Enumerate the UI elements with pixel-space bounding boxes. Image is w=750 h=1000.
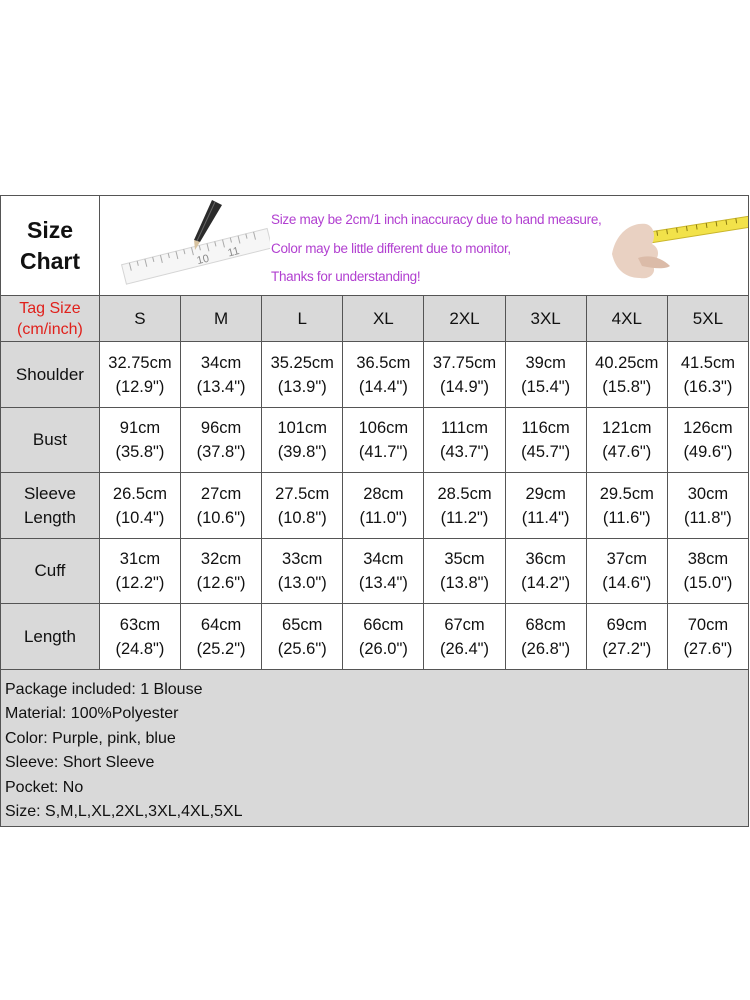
inch-value: (49.6") bbox=[683, 443, 733, 461]
table-cell bbox=[181, 539, 262, 604]
inch-value: (25.2") bbox=[196, 639, 246, 658]
cm-value: 106cm bbox=[358, 419, 409, 437]
table-cell bbox=[587, 604, 668, 670]
row-label-line: Length bbox=[23, 626, 76, 646]
cm-value: 66cm bbox=[363, 615, 404, 634]
tag-size-row bbox=[1, 296, 749, 342]
row-label-line: Bust bbox=[32, 430, 67, 449]
notice-banner bbox=[100, 196, 749, 296]
table-cell bbox=[668, 342, 749, 408]
inch-value: (13.0") bbox=[277, 574, 327, 592]
table-cell bbox=[424, 342, 505, 408]
inch-value: (11.4") bbox=[521, 508, 570, 527]
inch-value: (10.6") bbox=[196, 508, 246, 527]
cm-value: 70cm bbox=[687, 615, 729, 634]
cm-value: 96cm bbox=[200, 419, 242, 437]
table-cell bbox=[668, 539, 749, 604]
title-line: Size bbox=[26, 216, 74, 243]
notice-line: Size may be 2cm/1 inch inaccuracy due to hand measure, bbox=[271, 212, 602, 227]
row-label-shoulder bbox=[1, 342, 100, 408]
table-cell bbox=[100, 473, 181, 539]
table-cell bbox=[506, 408, 587, 473]
table-cell bbox=[506, 342, 587, 408]
inch-value: (39.8") bbox=[277, 443, 327, 461]
table-cell bbox=[506, 604, 587, 670]
hand-measuring-tape-illustration bbox=[598, 196, 748, 294]
tag-size-label bbox=[1, 296, 100, 342]
table-cell bbox=[343, 604, 424, 670]
inch-value: (12.6") bbox=[196, 574, 246, 592]
info-size: Size: S,M,L,XL,2XL,3XL,4XL,5XL bbox=[5, 803, 243, 821]
table-cell bbox=[262, 408, 343, 473]
table-cell bbox=[424, 604, 505, 670]
row-label-bust bbox=[1, 408, 100, 473]
table-cell bbox=[100, 539, 181, 604]
cm-value: 32.75cm bbox=[108, 353, 172, 372]
table-row-shoulder bbox=[1, 342, 749, 408]
cm-value: 41.5cm bbox=[680, 353, 735, 372]
inch-value: (26.8") bbox=[521, 639, 571, 658]
inch-value: (43.7") bbox=[440, 443, 489, 461]
table-cell bbox=[343, 539, 424, 604]
cm-value: 29.5cm bbox=[599, 484, 654, 503]
size-header-5xl: 5XL bbox=[668, 296, 749, 342]
tag-size-line: (cm/inch) bbox=[17, 320, 83, 338]
ruler-number: 11 bbox=[226, 245, 241, 260]
table-cell bbox=[181, 473, 262, 539]
cm-value: 65cm bbox=[282, 615, 323, 634]
table-cell bbox=[343, 408, 424, 473]
cm-value: 35.25cm bbox=[270, 353, 334, 372]
inch-value: (16.3") bbox=[683, 377, 733, 396]
table-row-length bbox=[1, 604, 749, 670]
cm-value: 34cm bbox=[200, 353, 242, 372]
table-cell bbox=[587, 408, 668, 473]
info-sleeve: Sleeve: Short Sleeve bbox=[5, 754, 155, 772]
cm-value: 121cm bbox=[602, 419, 652, 437]
cm-value: 38cm bbox=[687, 550, 729, 568]
cm-value: 116cm bbox=[521, 419, 570, 437]
inch-value: (14.9") bbox=[440, 377, 489, 396]
inch-value: (26.0") bbox=[358, 639, 408, 658]
size-header-3xl: 3XL bbox=[506, 296, 587, 342]
inch-value: (10.4") bbox=[115, 508, 165, 527]
inch-value: (41.7") bbox=[358, 443, 408, 461]
cm-value: 101cm bbox=[277, 419, 327, 437]
header-row bbox=[1, 196, 749, 296]
info-color: Color: Purple, pink, blue bbox=[5, 729, 176, 747]
row-label-cuff bbox=[1, 539, 100, 604]
inch-value: (27.2") bbox=[602, 639, 652, 658]
inch-value: (14.6") bbox=[602, 574, 652, 592]
size-header-m: M bbox=[181, 296, 262, 342]
tag-size-line: Tag Size bbox=[19, 299, 81, 317]
inch-value: (11.8") bbox=[684, 508, 732, 527]
inch-value: (25.6") bbox=[277, 639, 327, 658]
inch-value: (15.8") bbox=[602, 377, 652, 396]
cm-value: 68cm bbox=[525, 615, 566, 634]
inch-value: (35.8") bbox=[115, 443, 165, 461]
table-cell bbox=[587, 539, 668, 604]
cm-value: 126cm bbox=[683, 419, 733, 437]
cm-value: 31cm bbox=[119, 550, 161, 568]
cm-value: 27.5cm bbox=[275, 484, 330, 503]
inch-value: (45.7") bbox=[521, 443, 571, 461]
inch-value: (13.8") bbox=[440, 574, 489, 592]
inch-value: (15.0") bbox=[683, 574, 733, 592]
cm-value: 36.5cm bbox=[356, 353, 411, 372]
cm-value: 111cm bbox=[440, 419, 489, 437]
table-cell bbox=[181, 604, 262, 670]
row-label-line: Cuff bbox=[34, 561, 66, 580]
inch-value: (11.2") bbox=[440, 508, 489, 527]
cm-value: 64cm bbox=[200, 615, 242, 634]
inch-value: (15.4") bbox=[521, 377, 571, 396]
ruler-number: 10 bbox=[195, 252, 211, 268]
info-material: Material: 100%Polyester bbox=[5, 705, 179, 723]
row-label-line: Sleeve bbox=[23, 483, 76, 503]
table-cell bbox=[424, 408, 505, 473]
table-cell bbox=[587, 473, 668, 539]
table-cell bbox=[181, 342, 262, 408]
info-pocket: Pocket: No bbox=[5, 778, 84, 796]
table-cell bbox=[100, 408, 181, 473]
size-header-xl: XL bbox=[343, 296, 424, 342]
cm-value: 33cm bbox=[282, 550, 323, 568]
table-cell bbox=[587, 342, 668, 408]
cm-value: 37cm bbox=[606, 550, 647, 568]
inch-value: (14.2") bbox=[521, 574, 571, 592]
info-package: Package included: 1 Blouse bbox=[5, 681, 203, 698]
cm-value: 36cm bbox=[525, 550, 566, 568]
size-header-l: L bbox=[262, 296, 343, 342]
notice-line: Thanks for understanding! bbox=[271, 269, 421, 284]
title-line: Chart bbox=[19, 247, 81, 274]
cm-value: 27cm bbox=[200, 484, 242, 503]
cm-value: 32cm bbox=[200, 550, 242, 568]
measuring-tape-icon bbox=[637, 216, 748, 245]
cm-value: 39cm bbox=[525, 353, 566, 372]
inch-value: (37.8") bbox=[196, 443, 246, 461]
table-cell bbox=[668, 408, 749, 473]
table-cell bbox=[100, 342, 181, 408]
row-label-line: Shoulder bbox=[15, 364, 84, 384]
size-header-s: S bbox=[100, 296, 181, 342]
table-cell bbox=[181, 408, 262, 473]
cm-value: 28cm bbox=[363, 484, 404, 503]
table-row-bust bbox=[1, 408, 749, 473]
table-cell bbox=[424, 473, 505, 539]
row-label-sleeve-length bbox=[1, 473, 100, 539]
cm-value: 69cm bbox=[606, 615, 647, 634]
cm-value: 28.5cm bbox=[437, 484, 492, 503]
row-label-line: Length bbox=[23, 507, 76, 527]
table-cell bbox=[506, 473, 587, 539]
cm-value: 91cm bbox=[119, 419, 161, 437]
table-cell bbox=[262, 473, 343, 539]
inch-value: (24.8") bbox=[115, 639, 165, 658]
size-header-4xl: 4XL bbox=[587, 296, 668, 342]
cm-value: 29cm bbox=[525, 484, 566, 503]
table-cell bbox=[343, 473, 424, 539]
inch-value: (12.9") bbox=[115, 377, 165, 396]
table-cell bbox=[100, 604, 181, 670]
cm-value: 30cm bbox=[687, 484, 729, 503]
pencil-ruler-illustration bbox=[100, 196, 270, 294]
inch-value: (47.6") bbox=[602, 443, 652, 461]
table-cell bbox=[668, 473, 749, 539]
table-cell bbox=[424, 539, 505, 604]
cm-value: 35cm bbox=[444, 550, 485, 568]
table-row-cuff bbox=[1, 539, 749, 604]
inch-value: (14.4") bbox=[358, 377, 408, 396]
product-info-panel bbox=[1, 670, 749, 827]
table-cell bbox=[668, 604, 749, 670]
size-chart-title bbox=[1, 196, 100, 296]
cm-value: 63cm bbox=[119, 615, 161, 634]
inch-value: (13.4") bbox=[358, 574, 408, 592]
inch-value: (12.2") bbox=[115, 574, 165, 592]
notice-line: Color may be little different due to monitor, bbox=[271, 241, 511, 256]
table-cell bbox=[262, 539, 343, 604]
cm-value: 37.75cm bbox=[432, 353, 497, 372]
inch-value: (13.4") bbox=[196, 377, 246, 396]
table-cell bbox=[262, 342, 343, 408]
cm-value: 26.5cm bbox=[112, 484, 167, 503]
table-row-sleeve-length bbox=[1, 473, 749, 539]
table-cell bbox=[343, 342, 424, 408]
cm-value: 34cm bbox=[363, 550, 404, 568]
cm-value: 40.25cm bbox=[595, 353, 659, 372]
inch-value: (26.4") bbox=[440, 639, 489, 658]
inch-value: (13.9") bbox=[277, 377, 327, 396]
size-header-2xl: 2XL bbox=[424, 296, 505, 342]
cm-value: 67cm bbox=[444, 615, 485, 634]
size-chart-table bbox=[0, 195, 749, 827]
inch-value: (27.6") bbox=[683, 639, 733, 658]
inch-value: (10.8") bbox=[277, 508, 327, 527]
inch-value: (11.0") bbox=[359, 508, 408, 527]
table-cell bbox=[262, 604, 343, 670]
inch-value: (11.6") bbox=[602, 508, 651, 527]
table-cell bbox=[506, 539, 587, 604]
row-label-length bbox=[1, 604, 100, 670]
